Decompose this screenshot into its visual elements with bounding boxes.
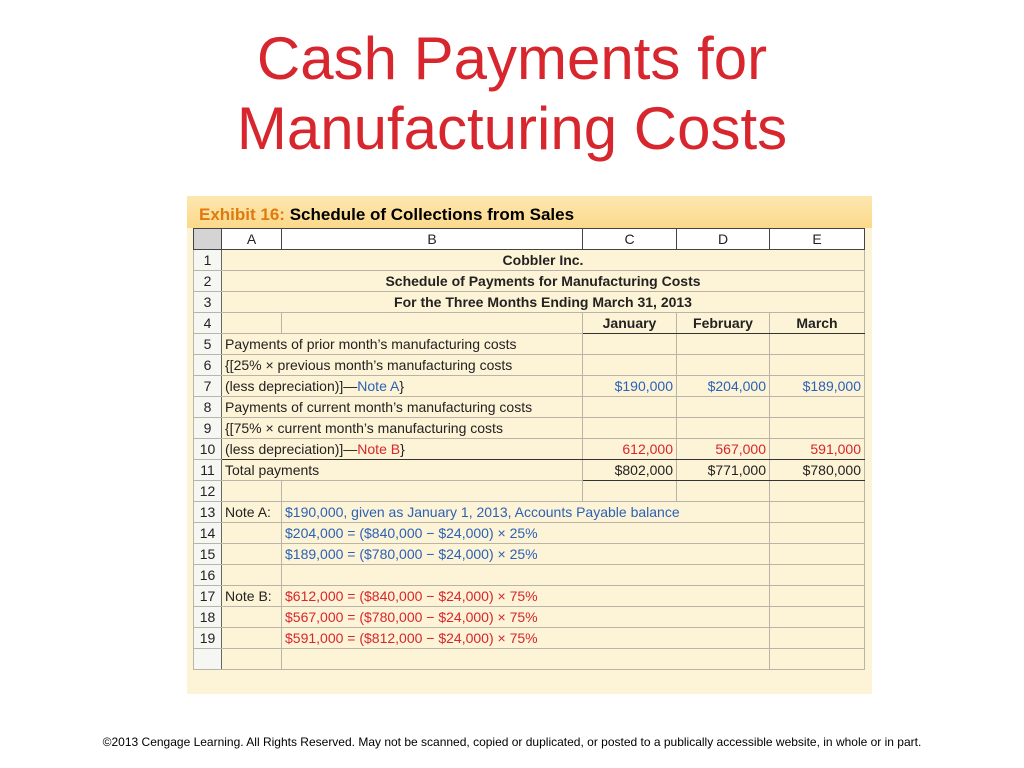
schedule-title: Schedule of Payments for Manufacturing Costs — [222, 271, 865, 292]
empty-cell — [770, 334, 865, 355]
empty-cell — [222, 523, 282, 544]
column-header-d: D — [677, 229, 770, 250]
empty-cell — [677, 418, 770, 439]
empty-cell — [677, 481, 770, 502]
row-number: 18 — [194, 607, 222, 628]
row-label: Payments of current month’s manufacturing costs — [222, 397, 583, 418]
empty-cell — [770, 502, 865, 523]
empty-cell — [770, 355, 865, 376]
table-row — [194, 460, 865, 481]
column-header-e: E — [770, 229, 865, 250]
empty-cell — [677, 334, 770, 355]
title-line-1: Cash Payments for — [256, 25, 768, 92]
row-number — [194, 649, 222, 670]
empty-cell — [770, 523, 865, 544]
row-label — [222, 376, 583, 397]
table-row — [194, 607, 865, 628]
empty-cell — [222, 565, 282, 586]
note-a-reference: Note A — [357, 378, 400, 394]
row-number: 4 — [194, 313, 222, 334]
empty-cell — [583, 355, 677, 376]
company-name: Cobbler Inc. — [222, 250, 865, 271]
row-number: 10 — [194, 439, 222, 460]
value-cell: 567,000 — [677, 439, 770, 460]
exhibit-header — [187, 196, 872, 228]
row-label: {[75% × current month’s manufacturing costs — [222, 418, 583, 439]
exhibit-caption — [199, 205, 574, 225]
empty-cell — [222, 649, 282, 670]
row-label: {[25% × previous month’s manufacturing costs — [222, 355, 583, 376]
table-row — [194, 481, 865, 502]
total-cell: $771,000 — [677, 460, 770, 481]
empty-cell — [770, 397, 865, 418]
empty-cell — [222, 544, 282, 565]
table-row — [194, 250, 865, 271]
exhibit-caption-text: Schedule of Collections from Sales — [289, 205, 575, 224]
table-row — [194, 334, 865, 355]
month-january: January — [583, 313, 677, 334]
column-header-a: A — [222, 229, 282, 250]
table-row — [194, 502, 865, 523]
title-line-2: Manufacturing Costs — [236, 95, 788, 162]
column-header-c: C — [583, 229, 677, 250]
row-label-suffix: } — [399, 378, 404, 394]
empty-cell — [222, 607, 282, 628]
table-row — [194, 628, 865, 649]
table-row — [194, 313, 865, 334]
table-row — [194, 376, 865, 397]
empty-cell — [222, 313, 282, 334]
empty-cell — [583, 481, 677, 502]
table-row — [194, 418, 865, 439]
table-row — [194, 292, 865, 313]
note-b-line: $612,000 = ($840,000 − $24,000) × 75% — [282, 586, 770, 607]
column-header-row — [194, 229, 865, 250]
empty-cell — [282, 481, 583, 502]
slide-title — [0, 24, 1024, 164]
row-number: 9 — [194, 418, 222, 439]
row-label: Total payments — [222, 460, 583, 481]
table-row — [194, 544, 865, 565]
note-b-reference: Note B — [357, 441, 401, 457]
table-row — [194, 439, 865, 460]
empty-cell — [282, 313, 583, 334]
note-b-label: Note B: — [222, 586, 282, 607]
value-cell: $190,000 — [583, 376, 677, 397]
empty-cell — [282, 565, 770, 586]
row-number: 7 — [194, 376, 222, 397]
table-row — [194, 271, 865, 292]
empty-cell — [770, 649, 865, 670]
exhibit-label: Exhibit 16: — [199, 205, 285, 224]
row-number: 6 — [194, 355, 222, 376]
row-number: 13 — [194, 502, 222, 523]
schedule-period: For the Three Months Ending March 31, 2013 — [222, 292, 865, 313]
row-number: 16 — [194, 565, 222, 586]
row-number: 15 — [194, 544, 222, 565]
table-row — [194, 565, 865, 586]
month-march: March — [770, 313, 865, 334]
note-a-label: Note A: — [222, 502, 282, 523]
empty-cell — [770, 586, 865, 607]
empty-cell — [770, 544, 865, 565]
copyright-footer: ©2013 Cengage Learning. All Rights Reserved. May not be scanned, copied or duplicated, or posted to a publically accessible website, in whole or in part. — [102, 735, 922, 749]
table-row — [194, 397, 865, 418]
total-cell: $802,000 — [583, 460, 677, 481]
row-number: 19 — [194, 628, 222, 649]
row-number: 2 — [194, 271, 222, 292]
row-label: Payments of prior month’s manufacturing costs — [222, 334, 583, 355]
row-number: 8 — [194, 397, 222, 418]
value-cell: $204,000 — [677, 376, 770, 397]
empty-cell — [583, 334, 677, 355]
column-header-b: B — [282, 229, 583, 250]
value-cell: 612,000 — [583, 439, 677, 460]
note-a-line: $189,000 = ($780,000 − $24,000) × 25% — [282, 544, 770, 565]
empty-cell — [222, 628, 282, 649]
spreadsheet — [193, 228, 865, 670]
row-number: 1 — [194, 250, 222, 271]
row-number: 14 — [194, 523, 222, 544]
table-row — [194, 586, 865, 607]
corner-cell — [194, 229, 222, 250]
table-row — [194, 523, 865, 544]
row-label-suffix: } — [400, 441, 405, 457]
row-label-text: (less depreciation)]— — [225, 378, 358, 394]
note-a-line: $190,000, given as January 1, 2013, Accounts Payable balance — [282, 502, 770, 523]
table-row — [194, 649, 865, 670]
empty-cell — [770, 481, 865, 502]
row-label-text: (less depreciation)]— — [225, 441, 358, 457]
empty-cell — [677, 397, 770, 418]
table-row — [194, 355, 865, 376]
empty-cell — [282, 649, 770, 670]
empty-cell — [222, 481, 282, 502]
value-cell: 591,000 — [770, 439, 865, 460]
empty-cell — [770, 628, 865, 649]
empty-cell — [583, 397, 677, 418]
empty-cell — [583, 418, 677, 439]
value-cell: $189,000 — [770, 376, 865, 397]
month-february: February — [677, 313, 770, 334]
note-a-line: $204,000 = ($840,000 − $24,000) × 25% — [282, 523, 770, 544]
total-cell: $780,000 — [770, 460, 865, 481]
note-b-line: $567,000 = ($780,000 − $24,000) × 75% — [282, 607, 770, 628]
row-number: 12 — [194, 481, 222, 502]
row-number: 5 — [194, 334, 222, 355]
row-number: 17 — [194, 586, 222, 607]
empty-cell — [677, 355, 770, 376]
row-label — [222, 439, 583, 460]
row-number: 11 — [194, 460, 222, 481]
empty-cell — [770, 565, 865, 586]
empty-cell — [770, 418, 865, 439]
empty-cell — [770, 607, 865, 628]
note-b-line: $591,000 = ($812,000 − $24,000) × 75% — [282, 628, 770, 649]
row-number: 3 — [194, 292, 222, 313]
